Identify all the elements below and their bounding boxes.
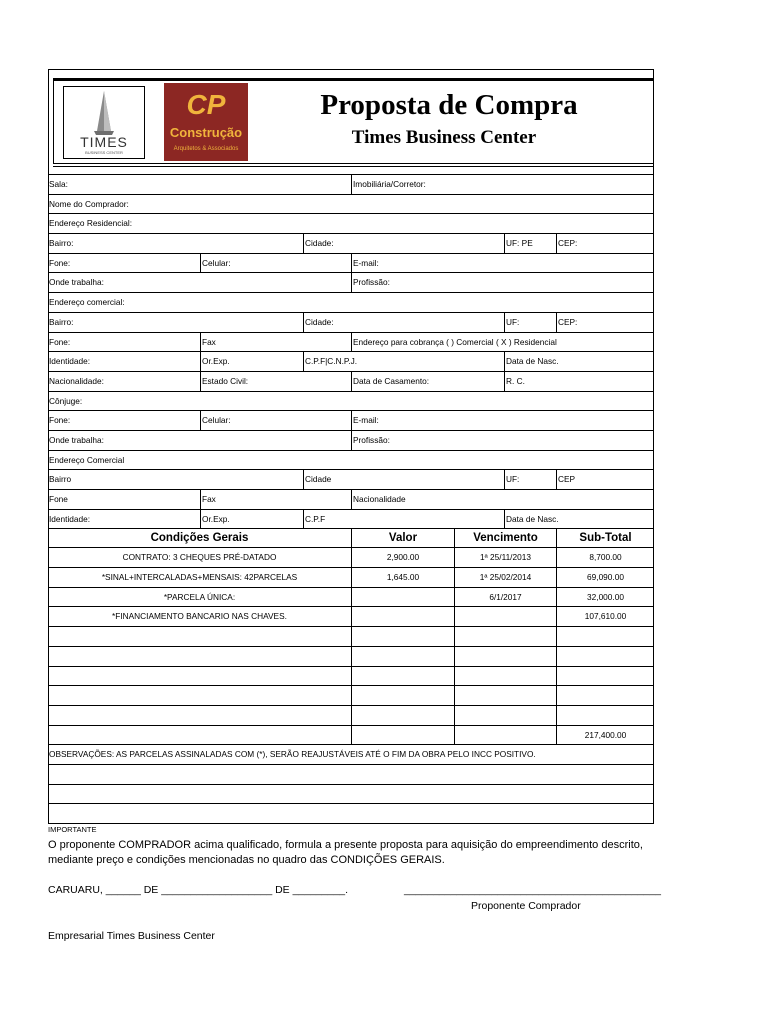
- identidade-field[interactable]: Identidade:: [49, 356, 91, 367]
- empty-cell[interactable]: [556, 706, 654, 725]
- times-logo-text: TIMES: [80, 134, 128, 150]
- signature-line[interactable]: ____________________________________________: [404, 884, 661, 896]
- empty-cell[interactable]: [48, 686, 351, 705]
- imobiliaria-field[interactable]: Imobiliária/Corretor:: [351, 175, 654, 194]
- cidade-comercial-field[interactable]: Cidade:: [303, 313, 504, 332]
- empty-cell[interactable]: [556, 667, 654, 686]
- header-block: [53, 78, 654, 163]
- empty-cell[interactable]: [454, 726, 556, 745]
- empty-cell[interactable]: [556, 686, 654, 705]
- observacoes-blank-row: [48, 784, 654, 804]
- form-row-fone-fax: [48, 332, 654, 352]
- conjuge-cpf-field[interactable]: C.P.F: [303, 510, 504, 529]
- empty-cell[interactable]: [454, 647, 556, 666]
- condition-subtotal[interactable]: 69,090.00: [556, 568, 654, 587]
- empty-cell[interactable]: [48, 726, 351, 745]
- conjuge-uf-field[interactable]: UF:: [504, 470, 556, 489]
- times-logo-small: BUSINESS CENTER: [85, 150, 123, 155]
- condition-vencimento[interactable]: 1ª 25/11/2013: [454, 548, 556, 567]
- conjuge-identidade-field[interactable]: Identidade:: [49, 513, 91, 524]
- observacoes-blank[interactable]: [48, 804, 654, 823]
- condition-subtotal[interactable]: 8,700.00: [556, 548, 654, 567]
- or-exp-field[interactable]: Or.Exp.: [200, 352, 303, 371]
- cp-construcao-logo: [164, 83, 248, 161]
- header-sub-total: Sub-Total: [556, 529, 654, 547]
- data-casamento-field[interactable]: Data de Casamento:: [351, 372, 504, 391]
- empty-cell[interactable]: [454, 627, 556, 646]
- form-row-conjuge-fone-fax: [48, 489, 654, 509]
- form-row-bairro-comercial: [48, 312, 654, 332]
- conditions-row: [48, 567, 654, 587]
- buyer-form: [48, 174, 654, 823]
- endereco-residencial-field[interactable]: Endereço Residencial:: [49, 218, 133, 229]
- bairro-comercial-field[interactable]: Bairro:: [49, 316, 74, 327]
- empresa-label: Empresarial Times Business Center: [48, 930, 215, 942]
- proponente-label: Proponente Comprador: [471, 900, 581, 912]
- form-row-bairro: [48, 233, 654, 253]
- form-row-nome: [48, 194, 654, 214]
- cidade-field[interactable]: Cidade:: [303, 234, 504, 253]
- document-subtitle: Times Business Center: [351, 127, 537, 148]
- header-divider: [53, 163, 654, 167]
- conditions-empty-row: [48, 646, 654, 666]
- empty-cell[interactable]: [556, 627, 654, 646]
- document-title: Proposta de Compra: [320, 89, 578, 121]
- endereco-comercial-field[interactable]: Endereço comercial:: [49, 297, 125, 308]
- conjuge-bairro-field[interactable]: Bairro: [49, 474, 72, 485]
- form-row-fone: [48, 253, 654, 273]
- conditions-empty-row: [48, 705, 654, 725]
- header-condicoes-gerais: Condições Gerais: [150, 532, 249, 545]
- condition-subtotal[interactable]: 107,610.00: [556, 607, 654, 626]
- condition-description[interactable]: *SINAL+INTERCALADAS+MENSAIS: 42PARCELAS: [101, 572, 298, 583]
- conditions-header-row: [48, 528, 654, 547]
- celular-field[interactable]: Celular:: [200, 254, 351, 273]
- conjuge-fone-field[interactable]: Fone:: [49, 415, 71, 426]
- cp-logo-name: Construção: [169, 125, 243, 140]
- conjuge-data-nasc-field[interactable]: Data de Nasc.: [504, 510, 654, 529]
- conjuge-celular-field[interactable]: Celular:: [200, 411, 351, 430]
- empty-cell[interactable]: [351, 686, 454, 705]
- cpf-cnpj-field[interactable]: C.P.F|C.N.P.J.: [303, 352, 504, 371]
- observacoes-row: [48, 744, 654, 764]
- condition-valor[interactable]: [351, 588, 454, 607]
- condition-description[interactable]: *FINANCIAMENTO BANCARIO NAS CHAVES.: [112, 611, 287, 622]
- fone-comercial-field[interactable]: Fone:: [49, 336, 71, 347]
- conditions-empty-row: [48, 666, 654, 686]
- observacoes-blank[interactable]: [48, 785, 654, 804]
- conditions-row: [48, 606, 654, 626]
- conjuge-field[interactable]: Cônjuge:: [49, 395, 83, 406]
- conditions-total-row: [48, 725, 654, 745]
- conjuge-profissao-field[interactable]: Profissão:: [351, 431, 654, 450]
- rc-field[interactable]: R. C.: [504, 372, 654, 391]
- form-row-conjuge-endereco: [48, 450, 654, 470]
- condition-valor[interactable]: [351, 607, 454, 626]
- conjuge-fone2-field[interactable]: Fone: [49, 494, 68, 504]
- condition-vencimento[interactable]: [454, 607, 556, 626]
- empty-cell[interactable]: [454, 686, 556, 705]
- conditions-row: [48, 587, 654, 607]
- form-row-endereco-residencial: [48, 213, 654, 233]
- empty-cell[interactable]: [454, 706, 556, 725]
- conjuge-endereco-comercial-field[interactable]: Endereço Comercial: [49, 454, 125, 465]
- condition-subtotal[interactable]: 32,000.00: [556, 588, 654, 607]
- cp-logo-mark: CP: [186, 89, 226, 120]
- times-logo: [63, 86, 145, 159]
- conjuge-or-exp-field[interactable]: Or.Exp.: [200, 510, 303, 529]
- fax-field[interactable]: Fax: [200, 333, 351, 352]
- form-row-conjuge-trabalho: [48, 430, 654, 450]
- empty-cell[interactable]: [454, 667, 556, 686]
- email-field[interactable]: E-mail:: [351, 254, 654, 273]
- empty-cell[interactable]: [351, 726, 454, 745]
- observacoes-blank[interactable]: [48, 765, 654, 784]
- observacoes-text: OBSERVAÇÕES: AS PARCELAS ASSINALADAS COM (*), SERÃO REAJUSTÁVEIS ATÉ O FIM DA OBRA PELO INCC POSITIVO.: [49, 749, 536, 760]
- conditions-empty-row: [48, 685, 654, 705]
- place-date-line[interactable]: CARUARU, ______ DE ___________________ DE _________.: [48, 884, 349, 896]
- estado-civil-field[interactable]: Estado Civil:: [200, 372, 351, 391]
- empty-cell[interactable]: [48, 667, 351, 686]
- condition-description[interactable]: *PARCELA ÚNICA:: [163, 591, 236, 602]
- declaration-text: O proponente COMPRADOR acima qualificado, formula a presente proposta para aquisição do empreendimento descrito, mediante preço e condições mencionadas no quadro das CONDIÇÕES GERAIS.: [48, 839, 643, 866]
- empty-cell[interactable]: [48, 706, 351, 725]
- conditions-empty-row: [48, 626, 654, 646]
- conjuge-cidade-field[interactable]: Cidade: [303, 470, 504, 489]
- uf-comercial-field[interactable]: UF:: [504, 313, 556, 332]
- form-row-endereco-comercial: [48, 292, 654, 312]
- empty-cell[interactable]: [351, 647, 454, 666]
- nome-comprador-field[interactable]: Nome do Comprador:: [49, 198, 129, 209]
- data-nasc-field[interactable]: Data de Nasc.: [504, 352, 654, 371]
- conjuge-onde-trabalha-field[interactable]: Onde trabalha:: [49, 434, 104, 445]
- form-row-identidade: [48, 351, 654, 371]
- conjuge-nacionalidade-field[interactable]: Nacionalidade: [351, 490, 654, 509]
- empty-cell[interactable]: [351, 627, 454, 646]
- form-row-nacionalidade: [48, 371, 654, 391]
- fone-field[interactable]: Fone:: [49, 257, 71, 268]
- conditions-total[interactable]: 217,400.00: [556, 726, 654, 745]
- sala-field[interactable]: Sala:: [49, 179, 68, 189]
- observacoes-blank-row: [48, 764, 654, 784]
- condition-vencimento[interactable]: 6/1/2017: [454, 588, 556, 607]
- empty-cell[interactable]: [351, 706, 454, 725]
- cep-comercial-field[interactable]: CEP:: [556, 313, 654, 332]
- importante-label: IMPORTANTE: [48, 825, 97, 834]
- conjuge-cep-field[interactable]: CEP: [556, 470, 654, 489]
- form-row-trabalho: [48, 272, 654, 292]
- cep-field[interactable]: CEP:: [556, 234, 654, 253]
- empty-cell[interactable]: [556, 647, 654, 666]
- empty-cell[interactable]: [48, 627, 351, 646]
- endereco-cobranca-field[interactable]: Endereço para cobrança ( ) Comercial ( X ) Residencial: [351, 333, 654, 352]
- profissao-field[interactable]: Profissão:: [351, 273, 654, 292]
- empty-cell[interactable]: [351, 667, 454, 686]
- header-vencimento: Vencimento: [454, 529, 556, 547]
- bairro-field[interactable]: Bairro:: [49, 238, 74, 249]
- condition-vencimento[interactable]: 1ª 25/02/2014: [454, 568, 556, 587]
- cp-logo-tagline: Arquitetos & Associados: [173, 146, 239, 152]
- form-row-conjuge-fone: [48, 410, 654, 430]
- nacionalidade-field[interactable]: Nacionalidade:: [49, 375, 104, 386]
- form-row-conjuge: [48, 391, 654, 411]
- form-row-sala: [48, 174, 654, 194]
- uf-field[interactable]: UF: PE: [504, 234, 556, 253]
- condition-description[interactable]: CONTRATO: 3 CHEQUES PRÉ-DATADO: [122, 552, 277, 563]
- conditions-row: [48, 547, 654, 567]
- form-row-conjuge-bairro: [48, 469, 654, 489]
- form-row-conjuge-identidade: [48, 509, 654, 529]
- conjuge-email-field[interactable]: E-mail:: [351, 411, 654, 430]
- condition-valor[interactable]: 2,900.00: [351, 548, 454, 567]
- conjuge-fax-field[interactable]: Fax: [200, 490, 351, 509]
- empty-cell[interactable]: [48, 647, 351, 666]
- condition-valor[interactable]: 1,645.00: [351, 568, 454, 587]
- observacoes-blank-row: [48, 803, 654, 823]
- onde-trabalha-field[interactable]: Onde trabalha:: [49, 277, 104, 288]
- header-valor: Valor: [351, 529, 454, 547]
